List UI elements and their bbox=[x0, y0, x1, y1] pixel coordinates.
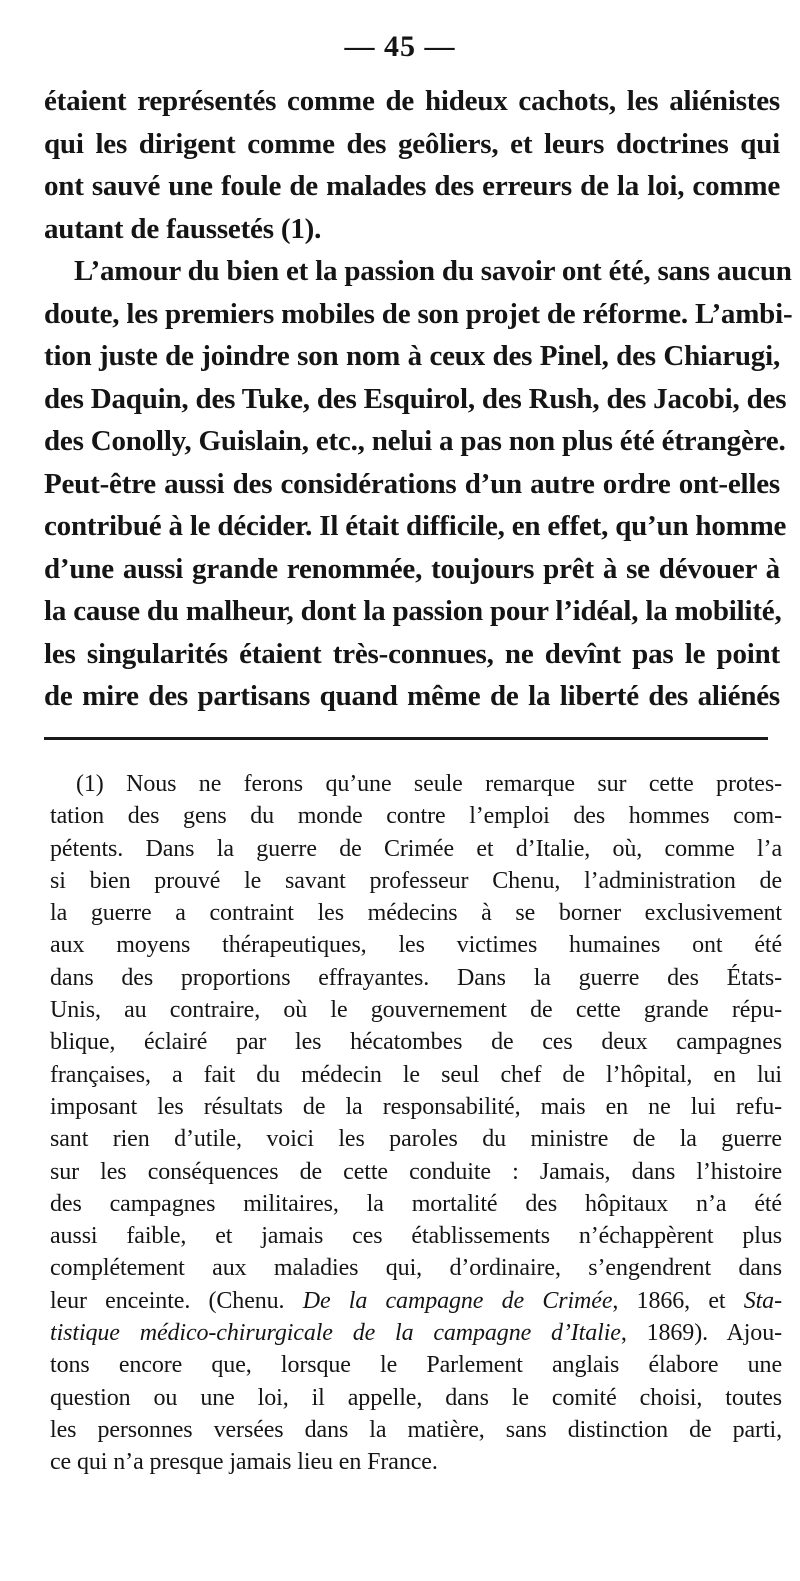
main-text-line: tion juste de joindre son nom à ceux des Pinel, des Chiarugi, bbox=[44, 340, 780, 372]
main-text-line: qui les dirigent comme des geôliers, et leurs doctrines qui bbox=[44, 127, 780, 160]
footnote-line: blique, éclairé par les hécatombes de ces deux campagnes bbox=[50, 1029, 782, 1056]
page-number: — 45 — bbox=[344, 30, 456, 63]
footnote-line: (1) Nous ne ferons qu’une seule remarque sur cette protes- bbox=[76, 771, 782, 797]
main-text-line: étaient représentés comme de hideux cachots, les aliénistes bbox=[44, 85, 780, 117]
main-text-block bbox=[44, 80, 793, 718]
footnote-line-with-citation bbox=[50, 1285, 782, 1317]
footnote-block bbox=[50, 768, 782, 1479]
main-text-line: ont sauvé une foule de malades des erreurs de la loi, comme bbox=[44, 170, 780, 202]
main-text-line: de mire des partisans quand même de la liberté des aliénés bbox=[44, 680, 780, 712]
citation-title-italie-start: Sta- bbox=[743, 1287, 782, 1314]
footnote-line: des campagnes militaires, la mortalité des hôpitaux n’a été bbox=[50, 1190, 782, 1217]
footnote-line: tons encore que, lorsque le Parlement anglais élabore une bbox=[50, 1352, 782, 1379]
footnote-line: ce qui n’a presque jamais lieu en France. bbox=[50, 1449, 438, 1476]
main-text-line: les singularités étaient très-connues, ne devînt pas le point bbox=[44, 637, 780, 670]
footnote-line: les personnes versées dans la matière, sans distinction de parti, bbox=[50, 1416, 782, 1443]
footnote-line: sur les conséquences de cette conduite : Jamais, dans l’histoire bbox=[50, 1158, 782, 1185]
main-text-line: des Daquin, des Tuke, des Esquirol, des Rush, des Jacobi, des bbox=[44, 382, 787, 415]
footnote-line: imposant les résultats de la responsabilité, mais en ne lui refu- bbox=[50, 1093, 782, 1120]
footnote-text-segment: , 1869). Ajou- bbox=[620, 1320, 782, 1347]
main-text-line: doute, les premiers mobiles de son projet de réforme. L’ambi- bbox=[44, 297, 793, 330]
footnote-text-segment: , 1866, et bbox=[612, 1287, 744, 1314]
main-text-line: des Conolly, Guislain, etc., nelui a pas non plus été étrangère. bbox=[44, 425, 786, 457]
footnote-line-with-citation bbox=[50, 1317, 782, 1349]
footnote-line: Unis, au contraire, où le gouvernement de cette grande répu- bbox=[50, 997, 782, 1024]
footnote-line: la guerre a contraint les médecins à se borner exclusivement bbox=[50, 900, 782, 927]
footnote-line: sant rien d’utile, voici les paroles du ministre de la guerre bbox=[50, 1126, 782, 1153]
footnote-line: pétents. Dans la guerre de Crimée et d’Italie, où, comme l’a bbox=[50, 835, 782, 862]
citation-title-crimee: De la campagne de Crimée bbox=[302, 1287, 613, 1314]
footnote-line: tation des gens du monde contre l’emploi des hommes com- bbox=[50, 803, 782, 830]
footnote-line: aussi faible, et jamais ces établissements n’échappèrent plus bbox=[50, 1223, 782, 1250]
footnote-line: dans des proportions effrayantes. Dans la guerre des États- bbox=[50, 964, 782, 991]
footnote-line: aux moyens thérapeutiques, les victimes humaines ont été bbox=[50, 932, 782, 959]
footnote-line: françaises, a fait du médecin le seul chef de l’hôpital, en lui bbox=[50, 1061, 782, 1088]
main-text-line: autant de faussetés (1). bbox=[44, 212, 322, 245]
footnote-line: si bien prouvé le savant professeur Chenu, l’administration de bbox=[50, 867, 782, 894]
main-text-line: Peut-être aussi des considérations d’un autre ordre ont-elles bbox=[44, 467, 780, 500]
main-text-line: la cause du malheur, dont la passion pour l’idéal, la mobilité, bbox=[44, 595, 782, 627]
citation-title-italie: tistique médico-chirurgicale de la campagne d’Italie bbox=[50, 1320, 621, 1347]
footnote-line: question ou une loi, il appelle, dans le comité choisi, toutes bbox=[50, 1384, 782, 1411]
main-text-line: L’amour du bien et la passion du savoir ont été, sans aucun bbox=[74, 255, 792, 287]
footnote-line: complétement aux maladies qui, d’ordinaire, s’engendrent dans bbox=[50, 1255, 782, 1282]
main-text-line: contribué à le décider. Il était difficile, en effet, qu’un homme bbox=[44, 510, 787, 542]
footnote-separator-rule bbox=[44, 737, 768, 740]
footnote-text-segment: leur enceinte. (Chenu. bbox=[50, 1287, 303, 1314]
main-text-line: d’une aussi grande renommée, toujours prêt à se dévouer à bbox=[44, 552, 780, 585]
